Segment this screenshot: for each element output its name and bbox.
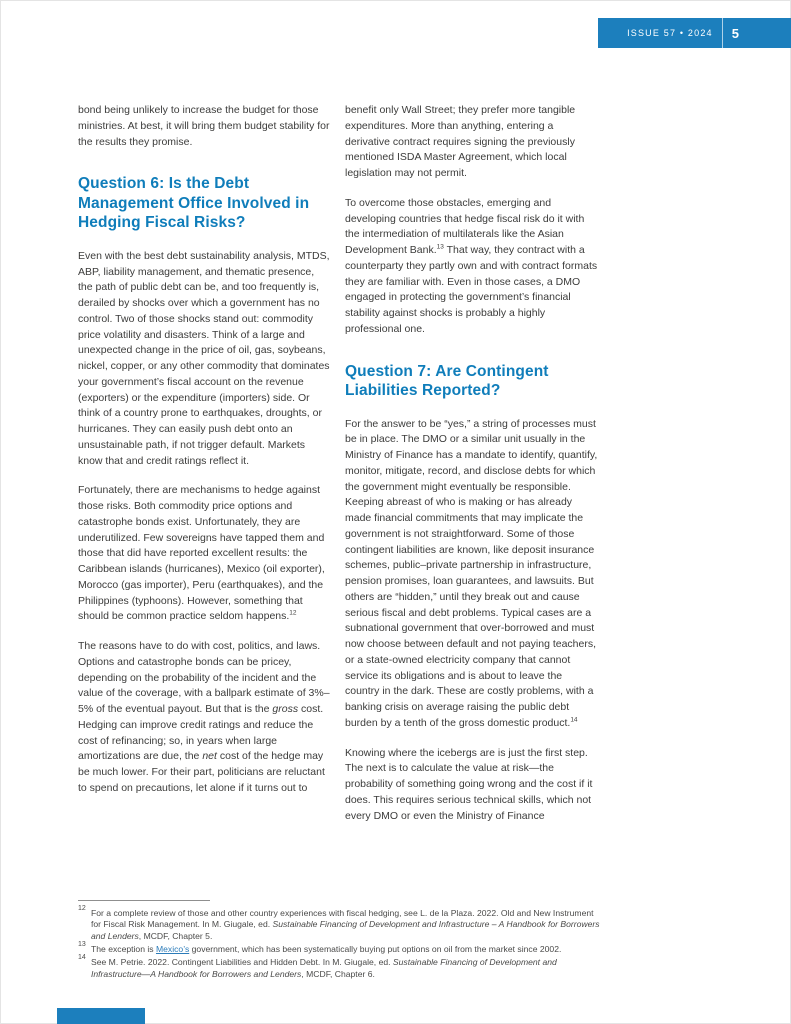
page-number: 5 bbox=[731, 25, 739, 41]
header-divider bbox=[722, 18, 723, 48]
continuation-paragraph: bond being unlikely to increase the budget for those ministries. At best, it will bring them budget stability for the results they promise. bbox=[78, 104, 330, 148]
q6-paragraph-4: benefit only Wall Street; they prefer more tangible expenditures. More than anything, entering a derivative contract requires signing the previously mentioned ISDA Master Agreement, which local legislation may not permit. bbox=[345, 104, 576, 179]
q6-paragraph-5: To overcome those obstacles, emerging and developing countries that hedge fiscal risk do it with the intermediation of multilaterals like the Asian Development Bank.$^{13}$ That way, they contract with a counterparty they partly own and with contract formats they are familiar with. Even in those cases, a DMO engaged in protecting the government’s financial stability against shocks is probably a highly professional one. bbox=[345, 196, 598, 335]
footnote-number: 12 bbox=[78, 905, 86, 912]
q7-paragraph-1: For the answer to be “yes,” a string of processes must be in place. The DMO or a similar unit usually in the Ministry of Finance has a mandate to identify, quantify, monitor, mitigate, record, and disclose debts for which the government might eventually be responsible. Keeping abreast of who is making or has already made financial commitments that may implicate the government is not straightforward. Some of those contingent liabilities are known, like deposit insurance schemes, public–private partnership in infrastructure, pension promises, loan guarantees, and lawsuits. But others are “hidden,” until they break out and cause serious fiscal and debt problems. Typical cases are a subnational government that over-borrowed and must now choose between default and not paying teachers, or a state-owned electricity company that cannot service its obligations and is about to leave the country in the dark. These are costly problems, with a banking crisis on average raising the public debt burden by a tenth of the gross domestic product.$^{14}$ bbox=[345, 417, 598, 729]
right-column bbox=[345, 103, 598, 838]
q7-paragraph-2: Knowing where the icebergs are is just the first step. The next is to calculate the value at risk—the probability of something going wrong and the cost if it does. This requires serious technical skills, which not every DMO or even the Ministry of Finance bbox=[345, 746, 593, 822]
footnote-link[interactable]: Mexico’s bbox=[155, 944, 190, 955]
footnote-text: See M. Petrie. 2022. Contingent Liabilities and Hidden Debt. In M. Giugale, ed. Sustainable Financing of Development and Infrastructure—A Handbook for Borrowers and Lenders, MCDF, Chapter 6. bbox=[91, 957, 557, 979]
footnotes-section bbox=[78, 900, 602, 982]
q6-paragraph-1: Even with the best debt sustainability analysis, MTDS, ABP, liability management, and thematic presence, the path of public debt can be, and too frequently is, derailed by shocks over which a government has no control. Two of those shocks stand out: commodity price volatility and disasters. Think of a large and unexpected change in the price of oil, gas, soybeans, nickel, copper, or any other commodity that dominates your government’s fiscal account on the revenue (exporters) or the expenditure (importers) side. Or think of a country prone to earthquakes, droughts, or hurricanes. They can easily push debt onto an unsustainable path, if not trigger default. Markets know that and credit ratings reflect it. bbox=[78, 249, 330, 467]
q6-paragraph-3: The reasons have to do with cost, politics, and laws. Options and catastrophe bonds can be pricey, depending on the probability of the incident and the value of the coverage, with a ballpark estimate of 3%–5% of the eventual payout. But that is the gross cost. Hedging can improve credit ratings and reduce the cost of refinancing; so, in years when large amortizations are due, the net cost of the hedge may be much lower. For their part, politicians are reluctant to spend on precautions, let alone if it turns out to bbox=[78, 640, 330, 794]
footer-accent-bar bbox=[57, 1008, 145, 1024]
footnote-text: For a complete review of those and other country experiences with fiscal hedging, see L. de la Plaza. 2022. Old and New Instrument for Fiscal Risk Management. In M. Giugale, ed. Sustainable Financing of Development and Infrastructure – A Handbook for Borrowers and Lenders, MCDF, Chapter 5. bbox=[91, 908, 600, 941]
footnote-number: 14 bbox=[78, 954, 86, 962]
question6-heading: Question 6: Is the Debt Management Office Involved in Hedging Fiscal Risks? bbox=[78, 175, 310, 232]
footnote-12 bbox=[78, 905, 602, 942]
left-column bbox=[78, 103, 331, 811]
question7-heading: Question 7: Are Contingent Liabilities Reported? bbox=[345, 362, 549, 400]
footnote-divider bbox=[78, 900, 210, 901]
issue-label: ISSUE 57 • 2024 bbox=[627, 28, 713, 38]
footnote-14 bbox=[78, 954, 602, 980]
footnote-number: 13 bbox=[78, 941, 86, 949]
q6-paragraph-2: Fortunately, there are mechanisms to hedge against those risks. Both commodity price options and catastrophe bonds exist. Unfortunately, they are underutilized. Few sovereigns have tapped them and those that did have reported excellent results: the Caribbean islands (hurricanes), Mexico (oil exporter), Morocco (gas importer), Peru (earthquakes), and the Philippines (typhoons). However, something that should be common practice seldom happens.$^{12}$ bbox=[78, 484, 325, 623]
footnote-13 bbox=[78, 941, 602, 955]
footnote-text: The exception is Mexico’s government, which has been systematically buying put options on oil from the market since 2002. bbox=[91, 944, 562, 955]
issue-header-bar bbox=[598, 18, 791, 48]
